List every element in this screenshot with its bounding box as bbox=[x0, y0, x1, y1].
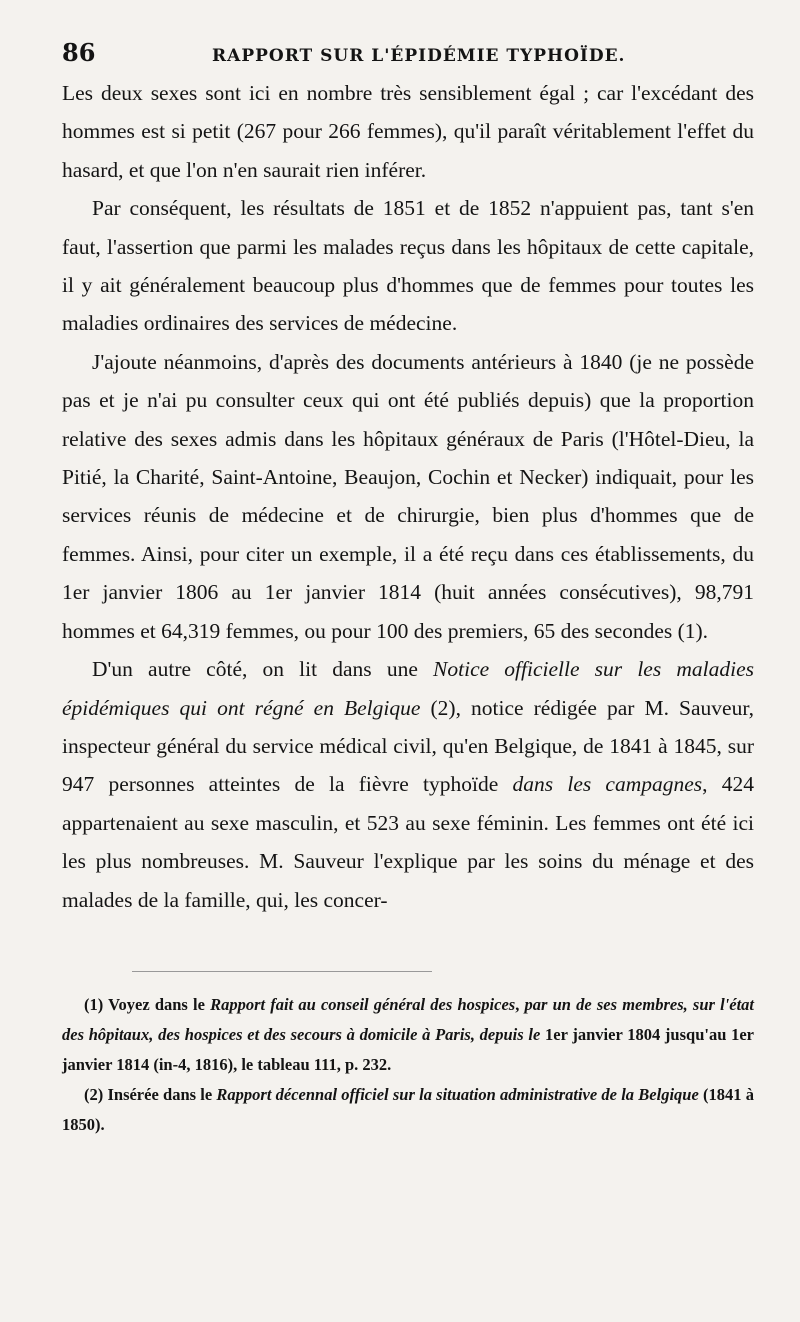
paragraph-3: J'ajoute néanmoins, d'après des documents antérieurs à 1840 (je ne possède pas et je n'ai pu consulter ceux qui ont été publiés depuis) que la proportion relative des sexes admis dans les hôpitaux généraux de Paris (l'Hôtel-Dieu, la Pitié, la Charité, Saint-Antoine, Beaujon, Cochin et Necker) indiquait, pour les services réunis de médecine et de chirurgie, bien plus d'hommes que de femmes. Ainsi, pour citer un exemple, il a été reçu dans ces établissements, du 1er janvier 1806 au 1er janvier 1814 (huit années consécutives), 98,791 hommes et 64,319 femmes, ou pour 100 des premiers, 65 des secondes (1). bbox=[62, 349, 754, 643]
fn1-text-a: (1) Voyez dans le bbox=[84, 994, 211, 1014]
page-number: 86 bbox=[62, 38, 96, 67]
footnote-2 bbox=[62, 1080, 754, 1140]
body-text bbox=[62, 74, 754, 919]
p4-text-a: D'un autre côté, on lit dans une bbox=[92, 657, 434, 682]
fn2-text-a: (2) Insérée dans le bbox=[84, 1084, 217, 1104]
footnotes bbox=[62, 990, 754, 1140]
running-header bbox=[62, 38, 754, 74]
fn1-italic-a: Rapport fait au conseil général des hospices bbox=[210, 994, 516, 1014]
footnote-separator bbox=[132, 971, 432, 972]
fn1-text-c: , bbox=[515, 994, 525, 1014]
fn1-italic-b: par un de ses membres, sur l'état des hôpitaux, des hospices et des secours à domicile à Paris, depuis le bbox=[62, 994, 755, 1044]
p4-italic-phrase: dans les campagnes bbox=[512, 772, 703, 797]
p4-text-e: , 424 appartenaient au sexe masculin, et 523 au sexe féminin. Les femmes ont été ici les plus nombreuses. M. Sauveur l'explique par les soins du ménage et des malades de la famille, qui, les concer- bbox=[62, 772, 755, 912]
paragraph-2: Par conséquent, les résultats de 1851 et de 1852 n'appuient pas, tant s'en faut, l'assertion que parmi les malades reçus dans les hôpitaux de cette capitale, il y ait généralement beaucoup plus d'hommes que de femmes pour toutes les maladies ordinaires des services de médecine. bbox=[62, 196, 754, 336]
fn2-italic: Rapport décennal officiel sur la situation administrative de la Belgique bbox=[216, 1084, 699, 1104]
fn1-text-e: 1er janvier 1804 jusqu'au 1er janvier 1814 (in-4, 1816), le tableau 111, p. 232. bbox=[62, 1024, 754, 1074]
p4-italic-title: Notice officielle sur les maladies épidémiques qui ont régné en Belgique bbox=[62, 657, 754, 720]
p4-text-c: (2), notice rédigée par M. Sauveur, inspecteur général du service médical civil, qu'en Belgique, de 1841 à 1845, sur 947 personnes atteintes de la fièvre typhoïde bbox=[62, 695, 755, 797]
running-title: RAPPORT SUR L'ÉPIDÉMIE TYPHOÏDE. bbox=[212, 46, 626, 66]
fn2-text-c: (1841 à 1850). bbox=[62, 1084, 754, 1134]
paragraph-1: Les deux sexes sont ici en nombre très sensiblement égal ; car l'excédant des hommes est si petit (267 pour 266 femmes), qu'il paraît véritablement l'effet du hasard, et que l'on n'en saurait rien inférer. bbox=[62, 81, 754, 182]
paragraph-4 bbox=[62, 650, 754, 919]
footnote-1 bbox=[62, 990, 754, 1080]
